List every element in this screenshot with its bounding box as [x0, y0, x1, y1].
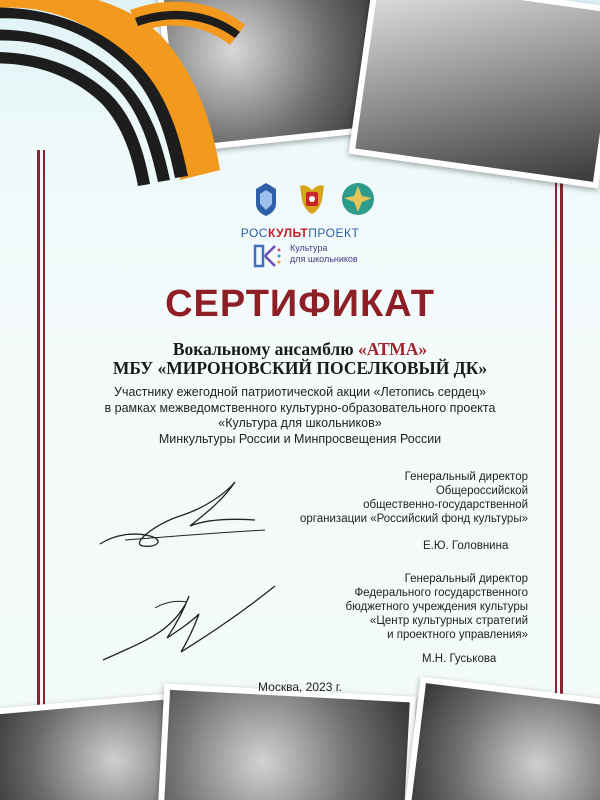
kultura-shkolnikov-text [290, 243, 358, 265]
signatory-2-position [346, 572, 528, 642]
signatory-line: общественно-государственной [363, 499, 528, 511]
recipient [0, 340, 600, 378]
signatory-2-name: М.Н. Гуськова [422, 653, 497, 665]
kultura-line-1: Культура [290, 243, 328, 253]
ensemble-name: «АТМА» [357, 339, 428, 359]
signatory-line: Федерального государственного [354, 587, 528, 599]
signatory-line: «Центр культурных стратегий [369, 615, 528, 627]
ministry-education-emblem-icon [340, 180, 376, 218]
ministry-culture-emblem-icon [248, 180, 284, 218]
russia-coat-of-arms-icon [294, 178, 330, 216]
signature-2 [95, 578, 285, 673]
recipient-line-2: МБУ «МИРОНОВСКИЙ ПОСЕЛКОВЫЙ ДК» [112, 358, 488, 378]
signatory-line: Генеральный директор [404, 573, 528, 585]
recipient-line-1 [0, 340, 600, 359]
description-line: в рамках межведомственного культурно-образовательного проекта [104, 400, 496, 415]
description-line: «Культура для школьников» [218, 416, 382, 430]
signatory-line: бюджетного учреждения культуры [345, 601, 528, 613]
place-and-date: Москва, 2023 г. [258, 680, 342, 694]
kultura-line-2: для школьников [290, 254, 358, 264]
signatory-1-name: Е.Ю. Головнина [423, 540, 509, 552]
st-george-ribbon-icon [0, 0, 260, 200]
recipient-prefix: Вокальному ансамблю [172, 339, 358, 359]
signatory-line: и проектного управления» [387, 629, 528, 641]
roskult-prefix: РОС [240, 226, 268, 240]
photo-bottom-center [156, 684, 416, 800]
description [0, 385, 600, 447]
signatory-1-position [300, 470, 528, 526]
signature-1 [95, 474, 270, 554]
description-line: Участнику ежегодной патриотической акции «Летопись сердец» [114, 385, 486, 399]
signatory-line: Общероссийской [435, 485, 528, 497]
ministry-logos [248, 178, 378, 220]
signatory-line: организации «Российский фонд культуры» [300, 513, 528, 525]
signatory-line: Генеральный директор [404, 471, 528, 483]
roskultproekt-logo [0, 226, 600, 240]
certificate-title: СЕРТИФИКАТ [165, 283, 435, 325]
roskult-bold: КУЛЬТ [267, 226, 309, 240]
photo-top-right [349, 0, 600, 189]
kultura-shkolnikov-icon [253, 244, 283, 268]
photo-bottom-right [401, 676, 600, 800]
roskult-suffix: ПРОЕКТ [308, 226, 360, 240]
description-line: Минкультуры России и Минпросвещения России [158, 431, 442, 446]
